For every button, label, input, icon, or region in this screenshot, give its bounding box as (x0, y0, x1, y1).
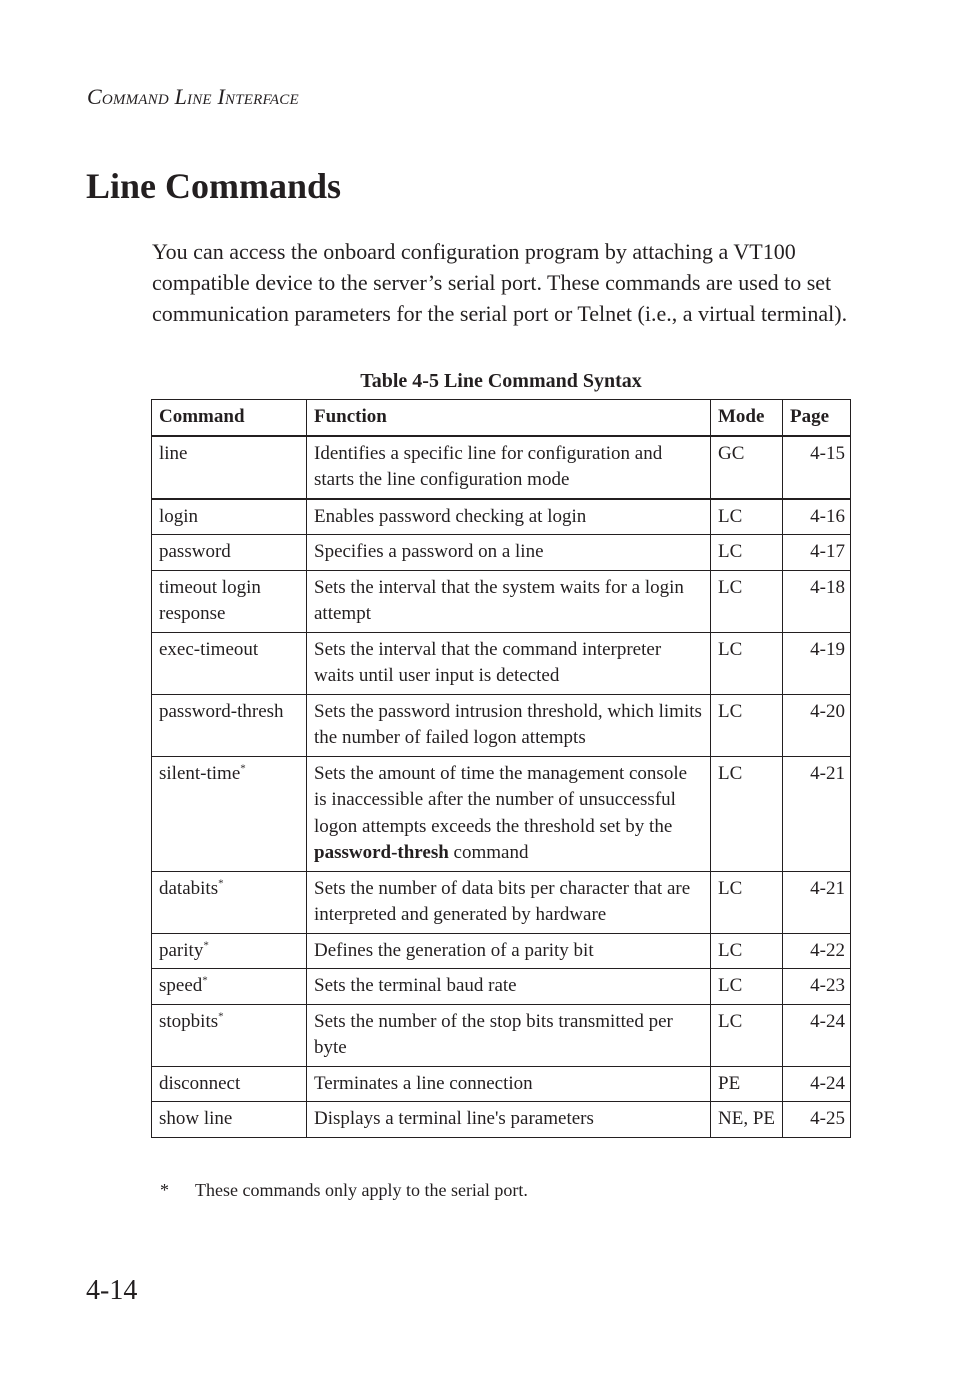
command-cell (152, 535, 307, 571)
command-cell (152, 1066, 307, 1102)
footnote-marker: * (202, 974, 208, 987)
command-cell (152, 1004, 307, 1066)
function-cell (307, 933, 711, 969)
page-cell: 4-15 (783, 436, 851, 499)
table-row (152, 1066, 851, 1102)
command-cell (152, 632, 307, 694)
page-cell: 4-20 (783, 694, 851, 756)
page-cell: 4-23 (783, 969, 851, 1005)
command-cell (152, 570, 307, 632)
function-cell (307, 1004, 711, 1066)
command-name: password-thresh (159, 700, 284, 722)
table-row (152, 499, 851, 535)
command-name: password (159, 541, 231, 562)
function-cell (307, 969, 711, 1005)
command-cell (152, 871, 307, 933)
table-row (152, 570, 851, 632)
table-row (152, 756, 851, 871)
command-cell (152, 499, 307, 535)
function-cell (307, 632, 711, 694)
header-page: Page (783, 400, 851, 436)
footnote-marker: * (203, 939, 209, 952)
function-cell (307, 570, 711, 632)
table-row (152, 871, 851, 933)
function-cell (307, 1066, 711, 1102)
page-cell: 4-17 (783, 535, 851, 571)
page-title: Line Commands (86, 166, 342, 206)
function-text: Sets the amount of time the management console is inaccessible after the number of unsuccessful logon attempts exceeds the threshold set by the (314, 762, 688, 837)
function-tail: command (448, 842, 529, 863)
function-cell (307, 756, 711, 871)
command-name: login (159, 505, 199, 527)
command-cell (152, 756, 307, 871)
table-row (152, 535, 851, 571)
function-text: Enables password checking at login (314, 505, 587, 527)
page-cell: 4-19 (783, 632, 851, 694)
command-name: timeout login response (159, 576, 261, 624)
table-caption: Table 4-5 Line Command Syntax (360, 370, 642, 392)
function-text: Sets the interval that the system waits for a login attempt (314, 576, 684, 624)
function-text: Terminates a line connection (314, 1072, 533, 1094)
command-cell (152, 1102, 307, 1138)
function-cell (307, 436, 711, 499)
table-row (152, 933, 851, 969)
function-text: Displays a terminal line's parameters (314, 1108, 594, 1129)
function-text: Defines the generation of a parity bit (314, 939, 594, 961)
mode-cell: LC (711, 756, 783, 871)
table-row (152, 694, 851, 756)
command-cell (152, 694, 307, 756)
running-header: Command Line Interface (87, 84, 299, 109)
footnote-symbol: * (160, 1180, 169, 1200)
table-row (152, 1102, 851, 1138)
mode-cell: LC (711, 499, 783, 535)
function-text: Identifies a specific line for configuration and starts the line configuration mode (314, 442, 663, 490)
header-function: Function (307, 400, 711, 436)
function-text: Sets the terminal baud rate (314, 975, 517, 996)
table-row (152, 969, 851, 1005)
table-header-row (152, 400, 851, 436)
table-row (152, 436, 851, 499)
function-cell (307, 499, 711, 535)
mode-cell: NE, PE (711, 1102, 783, 1138)
mode-cell: LC (711, 969, 783, 1005)
mode-cell: GC (711, 436, 783, 499)
command-name: line (159, 442, 188, 464)
function-text: Sets the password intrusion threshold, which limits the number of failed logon attempts (314, 700, 702, 748)
command-name: silent-time (159, 762, 241, 784)
page-number: 4-14 (86, 1275, 138, 1306)
function-text: Sets the interval that the command interpreter waits until user input is detected (314, 638, 662, 686)
command-name: databits (159, 877, 219, 899)
command-name: exec-timeout (159, 638, 259, 660)
mode-cell: PE (711, 1066, 783, 1102)
command-cell (152, 969, 307, 1005)
table-row (152, 1004, 851, 1066)
table-body (152, 436, 851, 1138)
page-cell: 4-21 (783, 871, 851, 933)
mode-cell: LC (711, 1004, 783, 1066)
command-cell (152, 933, 307, 969)
command-name: disconnect (159, 1072, 241, 1094)
command-name: speed (159, 975, 203, 996)
page-cell: 4-22 (783, 933, 851, 969)
page-cell: 4-24 (783, 1066, 851, 1102)
function-cell (307, 871, 711, 933)
header-mode: Mode (711, 400, 783, 436)
function-cell (307, 535, 711, 571)
mode-cell: LC (711, 694, 783, 756)
function-text: Specifies a password on a line (314, 541, 544, 562)
function-cell (307, 1102, 711, 1138)
page-cell: 4-21 (783, 756, 851, 871)
mode-cell: LC (711, 871, 783, 933)
mode-cell: LC (711, 535, 783, 571)
page-cell: 4-18 (783, 570, 851, 632)
table-footnote (160, 1178, 528, 1202)
command-name: parity (159, 939, 204, 961)
page-cell: 4-16 (783, 499, 851, 535)
function-cell (307, 694, 711, 756)
function-text: Sets the number of the stop bits transmitted per byte (314, 1010, 673, 1058)
mode-cell: LC (711, 570, 783, 632)
mode-cell: LC (711, 933, 783, 969)
function-text: Sets the number of data bits per character that are interpreted and generated by hardware (314, 877, 691, 925)
header-command: Command (152, 400, 307, 436)
footnote-marker: * (218, 877, 224, 890)
line-command-table (151, 399, 851, 1138)
page-cell: 4-24 (783, 1004, 851, 1066)
command-name: stopbits (159, 1010, 219, 1032)
command-cell (152, 436, 307, 499)
command-name: show line (159, 1108, 233, 1129)
page-cell: 4-25 (783, 1102, 851, 1138)
footnote-marker: * (218, 1010, 224, 1023)
function-bold: password-thresh (314, 842, 449, 863)
mode-cell: LC (711, 632, 783, 694)
footnote-marker: * (240, 762, 246, 775)
footnote-text: These commands only apply to the serial port. (195, 1180, 528, 1200)
table-row (152, 632, 851, 694)
intro-paragraph: You can access the onboard configuration program by attaching a VT100 compatible device to the server’s serial port. These commands are used to set communication parameters for the serial port or Telnet (i.e., a virtual terminal). (152, 239, 848, 326)
